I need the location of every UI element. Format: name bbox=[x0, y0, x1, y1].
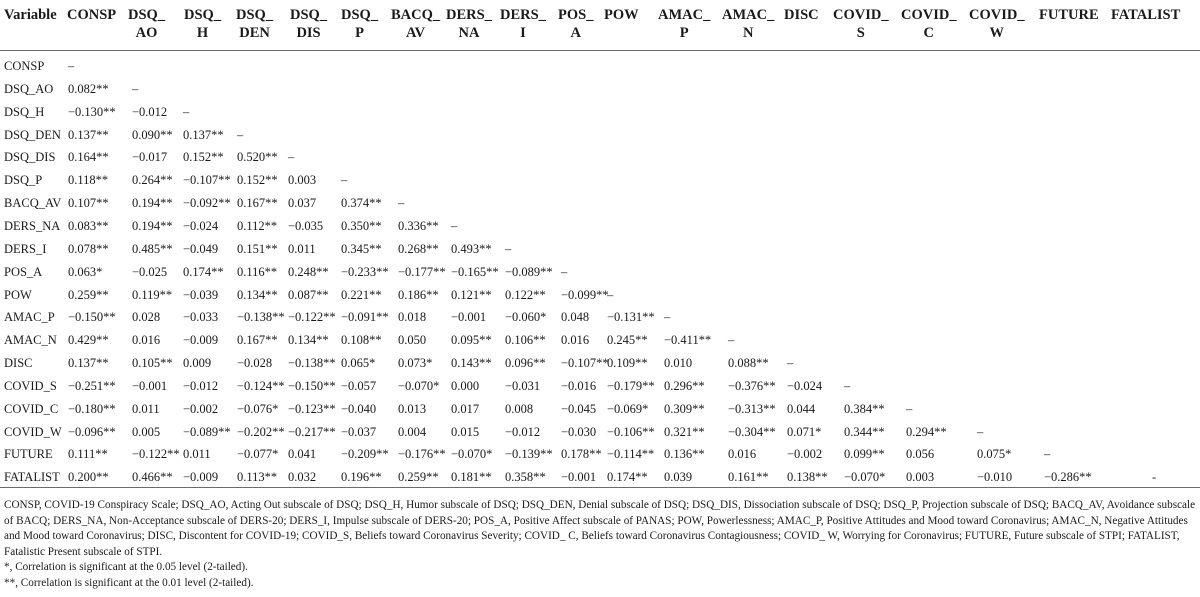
row-label: COVID_S bbox=[4, 378, 57, 393]
table-cell: −0.002 bbox=[787, 447, 823, 462]
table-cell: – bbox=[183, 104, 190, 119]
row-label: DERS_I bbox=[4, 241, 47, 256]
column-header-line2: AO bbox=[135, 25, 158, 41]
column-header-line1: DISC bbox=[784, 7, 819, 23]
column-header-line1: POW bbox=[604, 7, 639, 23]
table-cell: −0.077* bbox=[237, 447, 279, 462]
table-cell: 0.194** bbox=[132, 218, 173, 233]
row-label: FATALIST bbox=[4, 470, 60, 485]
table-cell: −0.001 bbox=[451, 310, 487, 325]
table-cell: −0.009 bbox=[183, 333, 219, 348]
table-cell: 0.065* bbox=[341, 356, 376, 371]
table-cell: −0.012 bbox=[132, 104, 168, 119]
header-rule bbox=[0, 50, 1200, 51]
table-cell: 0.018 bbox=[398, 310, 427, 325]
table-cell: −0.123** bbox=[288, 401, 336, 416]
table-cell: 0.345** bbox=[341, 241, 382, 256]
table-row bbox=[0, 262, 1200, 284]
column-header bbox=[500, 6, 546, 42]
table-cell: 0.113** bbox=[237, 470, 278, 485]
column-header-line2: H bbox=[196, 25, 209, 41]
table-cell: −0.070* bbox=[451, 447, 493, 462]
table-cell: – bbox=[451, 218, 458, 233]
table-cell: 0.106** bbox=[505, 333, 546, 348]
column-header bbox=[1039, 6, 1099, 24]
table-cell: −0.177** bbox=[398, 264, 446, 279]
table-cell: −0.002 bbox=[183, 401, 219, 416]
column-header-line1: AMAC_ bbox=[722, 7, 775, 23]
table-cell: −0.138** bbox=[237, 310, 285, 325]
table-cell: 0.008 bbox=[505, 401, 534, 416]
table-row bbox=[0, 422, 1200, 444]
table-cell: 0.178** bbox=[561, 447, 602, 462]
table-cell: 0.111** bbox=[68, 447, 108, 462]
table-cell: 0.137** bbox=[68, 127, 109, 142]
table-cell: – bbox=[132, 81, 139, 96]
table-cell: 0.350** bbox=[341, 218, 382, 233]
column-header-line1: FATALIST bbox=[1111, 7, 1181, 23]
table-cell: −0.099** bbox=[561, 287, 609, 302]
table-header bbox=[0, 2, 1200, 46]
table-cell: −0.001 bbox=[561, 470, 597, 485]
table-cell: 0.032 bbox=[288, 470, 317, 485]
table-cell: 0.221** bbox=[341, 287, 382, 302]
table-cell: – bbox=[787, 356, 794, 371]
table-cell: 0.294** bbox=[906, 424, 947, 439]
column-header bbox=[784, 6, 819, 24]
table-cell: 0.041 bbox=[288, 447, 317, 462]
table-cell: 0.296** bbox=[664, 378, 705, 393]
table-cell: 0.096** bbox=[505, 356, 546, 371]
column-header-line1: FUTURE bbox=[1039, 7, 1099, 23]
table-cell: 0.037 bbox=[288, 196, 317, 211]
table-cell: 0.268** bbox=[398, 241, 439, 256]
table-cell: 0.011 bbox=[132, 401, 160, 416]
table-cell: 0.118** bbox=[68, 173, 109, 188]
table-cell: 0.107** bbox=[68, 196, 109, 211]
table-cell: 0.071* bbox=[787, 424, 822, 439]
row-label: POS_A bbox=[4, 264, 43, 279]
table-cell: −0.150** bbox=[288, 378, 336, 393]
table-cell: 0.358** bbox=[505, 470, 546, 485]
table-cell: 0.485** bbox=[132, 241, 173, 256]
table-cell: 0.003 bbox=[288, 173, 317, 188]
column-header-line1: DSQ_ bbox=[290, 7, 328, 23]
table-cell: −0.138** bbox=[288, 356, 336, 371]
table-cell: −0.025 bbox=[132, 264, 168, 279]
row-label: DSQ_P bbox=[4, 173, 43, 188]
column-header-line2: C bbox=[923, 25, 935, 41]
table-cell: −0.091** bbox=[341, 310, 389, 325]
table-row bbox=[0, 467, 1200, 489]
table-cell: 0.122** bbox=[505, 287, 546, 302]
table-cell: – bbox=[237, 127, 244, 142]
abbreviations-note: CONSP, COVID-19 Conspiracy Scale; DSQ_AO, Acting Out subscale of DSQ; DSQ_H, Humor subscale of DSQ; DSQ_DEN, Denial subscale of DSQ; DSQ_DIS, Dissociation subscale of DSQ; DSQ_P, Projection subscale of DSQ; BACQ_AV, Avoidance subscale of BACQ; DERS_NA, Non-Acceptance subscale of DERS-20; DERS_I, Impulse subscale of DERS-20; POS_A, Positive Affect subscale of PANAS; POW, Powerlessness; AMAC_P, Positive Attitudes and Mood toward Coronavirus; AMAC_N, Negative Attitudes and Mood toward Coronavirus; DISC, Discontent for COVID-19; COVID_S, Beliefs toward Coronavirus Severity; COVID_ C, Beliefs toward Coronavirus Contagiousness; COVID_ W, Worrying for Coronavirus; FUTURE, Future subscale of STPI; FATALIST, Fatalistic Present subscale of STPI. bbox=[4, 499, 1196, 558]
table-cell: 0.015 bbox=[451, 424, 480, 439]
row-label: CONSP bbox=[4, 59, 45, 73]
table-cell: 0.344** bbox=[844, 424, 885, 439]
significance-note-05: *, Correlation is significant at the 0.05 level (2-tailed). bbox=[4, 561, 248, 574]
table-cell: 0.028 bbox=[132, 310, 161, 325]
table-cell: 0.259** bbox=[68, 287, 109, 302]
column-header-line2: A bbox=[570, 25, 581, 41]
table-cell: 0.105** bbox=[132, 356, 173, 371]
table-cell: 0.000 bbox=[451, 378, 480, 393]
table-cell: – bbox=[68, 59, 75, 73]
table-cell: 0.248** bbox=[288, 264, 329, 279]
table-cell: −0.089** bbox=[183, 424, 231, 439]
column-header bbox=[722, 6, 774, 42]
column-header bbox=[1111, 6, 1180, 24]
table-cell: −0.304** bbox=[728, 424, 776, 439]
row-label: FUTURE bbox=[4, 447, 53, 462]
table-cell: −0.376** bbox=[728, 378, 776, 393]
table-cell: −0.028 bbox=[237, 356, 273, 371]
table-row bbox=[0, 147, 1200, 169]
table-cell: −0.031 bbox=[505, 378, 541, 393]
table-cell: 0.050 bbox=[398, 333, 427, 348]
row-label: POW bbox=[4, 287, 32, 302]
column-header-line1: DSQ_ bbox=[341, 7, 379, 23]
table-cell: – bbox=[728, 333, 735, 348]
column-header-line2: I bbox=[520, 25, 526, 41]
table-cell: 0.048 bbox=[561, 310, 590, 325]
column-header-line2: DEN bbox=[239, 25, 270, 41]
table-cell: 0.056 bbox=[906, 447, 935, 462]
table-cell: 0.321** bbox=[664, 424, 705, 439]
column-header bbox=[341, 6, 378, 42]
table-cell: 0.116** bbox=[237, 264, 278, 279]
column-header bbox=[391, 6, 440, 42]
table-row bbox=[0, 170, 1200, 192]
table-cell: −0.057 bbox=[341, 378, 377, 393]
column-header-line1: DERS_ bbox=[500, 7, 546, 23]
table-cell: 0.112** bbox=[237, 218, 278, 233]
table-cell: −0.033 bbox=[183, 310, 219, 325]
table-cell: −0.202** bbox=[237, 424, 285, 439]
table-cell: −0.150** bbox=[68, 310, 116, 325]
table-cell: 0.138** bbox=[787, 470, 828, 485]
table-cell: −0.010 bbox=[977, 470, 1013, 485]
table-cell: −0.001 bbox=[132, 378, 168, 393]
row-label: DISC bbox=[4, 356, 33, 371]
table-cell: 0.013 bbox=[398, 401, 427, 416]
row-label: DSQ_DEN bbox=[4, 127, 61, 142]
column-header-line2: NA bbox=[458, 25, 480, 41]
table-cell: −0.009 bbox=[183, 470, 219, 485]
column-header bbox=[4, 6, 57, 24]
table-cell: 0.119** bbox=[132, 287, 173, 302]
table-cell: 0.005 bbox=[132, 424, 161, 439]
column-header-line2: S bbox=[856, 25, 865, 41]
row-label: COVID_C bbox=[4, 401, 59, 416]
table-cell: −0.092** bbox=[183, 196, 231, 211]
row-label: DSQ_AO bbox=[4, 81, 54, 96]
table-cell: −0.139** bbox=[505, 447, 553, 462]
table-cell: 0.134** bbox=[288, 333, 329, 348]
table-cell: 0.063* bbox=[68, 264, 103, 279]
table-cell: 0.466** bbox=[132, 470, 173, 485]
table-cell: 0.520** bbox=[237, 150, 278, 165]
table-row bbox=[0, 444, 1200, 466]
table-cell: 0.181** bbox=[451, 470, 492, 485]
table-cell: 0.108** bbox=[341, 333, 382, 348]
table-cell: −0.096** bbox=[68, 424, 116, 439]
table-notes bbox=[4, 498, 1196, 592]
table-cell: −0.217** bbox=[288, 424, 336, 439]
table-cell: – bbox=[561, 264, 568, 279]
row-label: AMAC_N bbox=[4, 333, 57, 348]
table-cell: −0.124** bbox=[237, 378, 285, 393]
column-header-line1: COVID_ bbox=[969, 7, 1025, 23]
table-row bbox=[0, 193, 1200, 215]
column-header bbox=[833, 6, 889, 42]
table-cell: 0.004 bbox=[398, 424, 427, 439]
column-header bbox=[67, 6, 116, 24]
table-cell: 0.075* bbox=[977, 447, 1012, 462]
table-cell: −0.070* bbox=[844, 470, 886, 485]
column-header-line1: DSQ_ bbox=[184, 7, 222, 23]
table-cell: 0.017 bbox=[451, 401, 480, 416]
row-label: DSQ_DIS bbox=[4, 150, 56, 165]
table-cell: −0.107** bbox=[183, 173, 231, 188]
table-row bbox=[0, 330, 1200, 352]
table-cell: −0.114** bbox=[607, 447, 655, 462]
column-header-line1: Variable bbox=[4, 7, 57, 23]
table-cell: 0.039 bbox=[664, 470, 693, 485]
table-cell: 0.174** bbox=[607, 470, 648, 485]
table-cell: −0.313** bbox=[728, 401, 776, 416]
table-cell: 0.095** bbox=[451, 333, 492, 348]
table-cell: −0.180** bbox=[68, 401, 116, 416]
table-cell: – bbox=[664, 310, 671, 325]
table-cell: 0.016 bbox=[132, 333, 161, 348]
column-header-line1: CONSP bbox=[67, 7, 117, 23]
table-cell: −0.286** bbox=[1044, 470, 1092, 485]
table-cell: 0.016 bbox=[561, 333, 590, 348]
table-cell: −0.040 bbox=[341, 401, 377, 416]
table-cell: – bbox=[1044, 447, 1051, 462]
table-cell: −0.107** bbox=[561, 356, 609, 371]
table-cell: 0.134** bbox=[237, 287, 278, 302]
table-cell: – bbox=[288, 150, 295, 165]
table-cell: −0.251** bbox=[68, 378, 116, 393]
table-cell: −0.411** bbox=[664, 333, 712, 348]
table-cell: – bbox=[607, 287, 614, 302]
table-row bbox=[0, 399, 1200, 421]
table-cell: 0.082** bbox=[68, 81, 109, 96]
table-cell: −0.122** bbox=[132, 447, 180, 462]
row-label: DERS_NA bbox=[4, 218, 61, 233]
table-cell: −0.017 bbox=[132, 150, 168, 165]
table-cell: 0.011 bbox=[288, 241, 316, 256]
table-cell: −0.130** bbox=[68, 104, 116, 119]
table-cell: 0.090** bbox=[132, 127, 173, 142]
table-cell: −0.165** bbox=[451, 264, 499, 279]
column-header bbox=[658, 6, 710, 42]
table-cell: 0.087** bbox=[288, 287, 329, 302]
table-cell: −0.049 bbox=[183, 241, 219, 256]
table-row bbox=[0, 102, 1200, 124]
table-cell: 0.109** bbox=[607, 356, 648, 371]
table-cell: – bbox=[341, 173, 348, 188]
table-cell: −0.176** bbox=[398, 447, 446, 462]
column-header-line1: COVID_ bbox=[833, 7, 889, 23]
table-cell: 0.309** bbox=[664, 401, 705, 416]
row-label: COVID_W bbox=[4, 424, 62, 439]
column-header-line2: P bbox=[355, 25, 364, 41]
table-cell: −0.069* bbox=[607, 401, 649, 416]
column-header-line2: P bbox=[679, 25, 689, 41]
column-header-line1: DERS_ bbox=[446, 7, 492, 23]
table-cell: −0.045 bbox=[561, 401, 597, 416]
column-header bbox=[290, 6, 327, 42]
table-cell: 0.009 bbox=[183, 356, 212, 371]
table-row bbox=[0, 239, 1200, 261]
table-cell: −0.037 bbox=[341, 424, 377, 439]
table-cell: −0.076* bbox=[237, 401, 279, 416]
column-header-line1: COVID_ bbox=[901, 7, 957, 23]
table-cell: – bbox=[844, 378, 851, 393]
table-cell: 0.003 bbox=[906, 470, 935, 485]
table-cell: 0.010 bbox=[664, 356, 693, 371]
table-cell: 0.088** bbox=[728, 356, 769, 371]
column-header-line1: POS_ bbox=[558, 7, 594, 23]
table-cell: 0.200** bbox=[68, 470, 109, 485]
table-cell: −0.122** bbox=[288, 310, 336, 325]
bottom-rule bbox=[0, 487, 1200, 488]
table-cell: −0.106** bbox=[607, 424, 655, 439]
column-header bbox=[558, 6, 593, 42]
table-cell: 0.186** bbox=[398, 287, 439, 302]
column-header-line1: DSQ_ bbox=[128, 7, 166, 23]
table-cell: 0.264** bbox=[132, 173, 173, 188]
table-cell: 0.073* bbox=[398, 356, 433, 371]
column-header-line2: AV bbox=[406, 25, 426, 41]
table-cell: 0.083** bbox=[68, 218, 109, 233]
column-header bbox=[969, 6, 1025, 42]
table-cell: – bbox=[906, 401, 913, 416]
table-cell: −0.012 bbox=[183, 378, 219, 393]
table-cell: −0.070* bbox=[398, 378, 440, 393]
table-row bbox=[0, 307, 1200, 329]
table-cell: 0.164** bbox=[68, 150, 109, 165]
table-row bbox=[0, 79, 1200, 101]
column-header-line2: N bbox=[742, 25, 754, 41]
table-cell: 0.161** bbox=[728, 470, 769, 485]
table-cell: 0.136** bbox=[664, 447, 705, 462]
table-cell: 0.137** bbox=[183, 127, 224, 142]
table-cell: 0.245** bbox=[607, 333, 648, 348]
table-row bbox=[0, 353, 1200, 375]
table-cell: 0.167** bbox=[237, 196, 278, 211]
table-cell: 0.384** bbox=[844, 401, 885, 416]
table-cell: −0.233** bbox=[341, 264, 389, 279]
table-cell: 0.194** bbox=[132, 196, 173, 211]
column-header bbox=[901, 6, 957, 42]
table-cell: −0.035 bbox=[288, 218, 324, 233]
table-cell: 0.493** bbox=[451, 241, 492, 256]
row-label: BACQ_AV bbox=[4, 196, 62, 211]
column-header-line2: W bbox=[989, 25, 1005, 41]
table-cell: 0.429** bbox=[68, 333, 109, 348]
table-cell: −0.089** bbox=[505, 264, 553, 279]
column-header bbox=[128, 6, 165, 42]
table-cell: 0.137** bbox=[68, 356, 109, 371]
table-row bbox=[0, 376, 1200, 398]
table-cell: −0.039 bbox=[183, 287, 219, 302]
column-header-line2: DIS bbox=[296, 25, 321, 41]
table-row bbox=[0, 216, 1200, 238]
table-cell: – bbox=[977, 424, 984, 439]
column-header-line1: AMAC_ bbox=[658, 7, 711, 23]
table-cell: −0.060* bbox=[505, 310, 547, 325]
table-row bbox=[0, 285, 1200, 307]
table-cell: −0.209** bbox=[341, 447, 389, 462]
significance-note-01: **, Correlation is significant at the 0.01 level (2-tailed). bbox=[4, 576, 254, 589]
table-row bbox=[0, 56, 1200, 78]
table-cell: −0.012 bbox=[505, 424, 541, 439]
table-cell: 0.099** bbox=[844, 447, 885, 462]
table-cell: – bbox=[505, 241, 512, 256]
table-cell: 0.016 bbox=[728, 447, 757, 462]
table-cell: −0.024 bbox=[183, 218, 219, 233]
table-cell: 0.121** bbox=[451, 287, 492, 302]
table-cell: −0.179** bbox=[607, 378, 655, 393]
table-cell: 0.259** bbox=[398, 470, 439, 485]
row-label: AMAC_P bbox=[4, 310, 55, 325]
table-cell: 0.143** bbox=[451, 356, 492, 371]
table-cell: −0.016 bbox=[561, 378, 597, 393]
table-cell: 0.174** bbox=[183, 264, 224, 279]
table-cell: 0.151** bbox=[237, 241, 278, 256]
table-cell: 0.011 bbox=[183, 447, 211, 462]
table-cell: −0.024 bbox=[787, 378, 823, 393]
table-cell: 0.078** bbox=[68, 241, 109, 256]
table-cell: 0.152** bbox=[237, 173, 278, 188]
table-cell: 0.336** bbox=[398, 218, 439, 233]
table-cell: 0.196** bbox=[341, 470, 382, 485]
table-cell: 0.044 bbox=[787, 401, 816, 416]
table-cell: 0.167** bbox=[237, 333, 278, 348]
table-cell: 0.374** bbox=[341, 196, 382, 211]
table-row bbox=[0, 125, 1200, 147]
table-cell: – bbox=[398, 196, 405, 211]
column-header-line1: BACQ_ bbox=[391, 7, 441, 23]
column-header bbox=[236, 6, 273, 42]
column-header bbox=[184, 6, 221, 42]
table-cell: - bbox=[1152, 470, 1157, 485]
table-cell: −0.030 bbox=[561, 424, 597, 439]
table-cell: −0.131** bbox=[607, 310, 655, 325]
table-cell: 0.152** bbox=[183, 150, 224, 165]
column-header bbox=[446, 6, 492, 42]
column-header-line1: DSQ_ bbox=[236, 7, 274, 23]
column-header bbox=[604, 6, 639, 24]
row-label: DSQ_H bbox=[4, 104, 45, 119]
